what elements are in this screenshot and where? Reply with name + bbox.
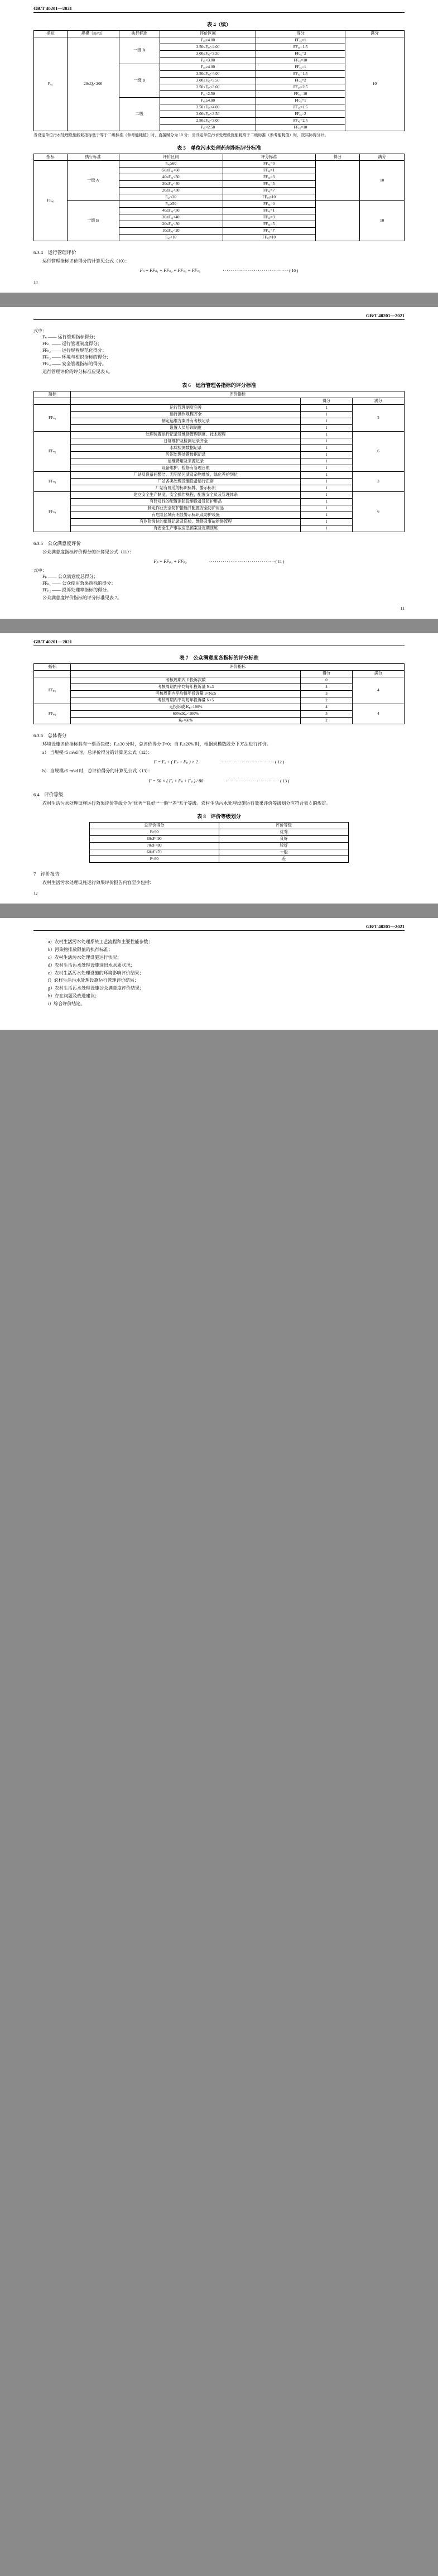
table-row [34,411,405,418]
table-6-lead: 运行管理评价的评分标准应见表 6。 [42,369,113,375]
section-6-3-4-lead: 运行管理指标评价得分的计算见公式（10）： [42,258,129,264]
interval-cell: Fₐ₆≥60 [119,160,223,167]
score-rule-cell: FFₐ₅=1.5 [256,104,345,111]
interval-cell: 3.00≤Fₐ₅<3.50 [160,51,256,58]
formula-12 [33,759,405,764]
indicator-cell: Fₐ₅ [34,37,68,131]
formula-11-dots: ·································· [209,558,276,564]
section-title: 公众满意度评价 [47,540,81,546]
page-4 [0,918,438,1030]
list-item: f）农村生活污水处理设施运行管理评价结果； [48,978,139,983]
score-rule-cell: FFₐ₅=10 [256,58,345,64]
score-rule-cell: FFₐ₅=1 [256,64,345,71]
table-row [34,684,405,691]
th-blank [34,671,71,677]
where-item: FFₙ₁ —— 运行管理制度得分； [42,341,102,347]
page-header: GB/T 40201—2021 [33,6,73,11]
where-item: Fₚ —— 公众满意度总得分； [42,573,98,579]
table-6-title: 表 6 运行管理各指标的评分标准 [182,382,256,388]
list-item: g）农村生活污水处理设施公众满意度评价结果； [48,986,144,991]
formula-10 [33,268,405,273]
score-cell: 1 [301,498,353,505]
criterion-cell: 运行操作规程齐全 [71,411,301,418]
th-4: 得分 [256,31,345,37]
table-5-title: 表 5 单位污水处理药剂指标评分标准 [177,145,261,151]
th-0: 指标 [34,664,71,671]
criterion-cell: 有危险区域有明显警示标识及防护设施 [71,512,301,518]
list-item: h）存在问题及改进建议； [48,993,99,998]
table-row [34,677,405,684]
section-number: 6.3.6 [33,733,43,739]
formula-10-number: ( 10 ) [289,268,299,274]
page-number-1: 10 [33,280,38,285]
score-rule-cell: FFₐ₅=1 [256,37,345,44]
table-row [34,398,405,404]
table-row [34,37,405,44]
interval-cell: 2.50≤Fₐ₅<3.00 [160,84,256,91]
score-rule-cell: FFₐ₅=2.5 [256,84,345,91]
level-cell: 一级 B [119,64,160,98]
score-rule-cell: FFₐ₅=2 [256,51,345,58]
where-title-2: 式中： [33,567,47,573]
interval-cell: 3.00≤Fₐ₅<3.50 [160,78,256,84]
criterion-cell: 污泥处理处置数据记录 [71,451,301,458]
score-cell: 1 [301,418,353,424]
table-row [34,711,405,718]
section-6-3-6-b [33,768,405,775]
interval-cell: 40≤Fₐ₆<50 [119,207,223,214]
score-cell: 1 [301,505,353,512]
table-row [89,822,349,829]
list-item: a）农村生活污水处理系统工艺流程和主要性能参数； [48,939,153,945]
section-6-3-5-lead: 公众满意度指标评价得分的计算见公式（11）： [42,549,134,555]
interval-cell: 20≤Fₐ₆<30 [119,221,223,227]
full-score-cell: 10 [345,37,404,131]
where-item: FFₙ₄ —— 安全管理指标的得分。 [42,361,107,367]
where-item: FFₚ₁ —— 公众使用效果指标的得分； [42,580,116,586]
th-1: 执行标准 [67,154,119,160]
section-7-p: 农村生活污水处理设施运行效果评价报告内容至少包括： [42,880,154,885]
section-7-heading [33,871,405,877]
criterion-cell: 有安全生产事故应急预案及定期演练 [71,525,301,532]
score-cell: 1 [301,512,353,518]
th-0: 指标 [34,154,68,160]
table-row [34,691,405,697]
page-number-3: 12 [33,891,38,896]
section-title: 运行管理评价 [47,249,76,255]
formula-11-expr: Fₚ = FFₚ₁ + FFₚ₂ [153,558,187,564]
table-row [34,664,405,671]
score-cell: 1 [301,451,353,458]
table-6 [33,391,405,532]
score-cell: 1 [301,445,353,451]
table-row [34,485,405,491]
interval-cell: Fₐ₅<2.50 [160,91,256,98]
interval-cell: Fₐ₅<3.00 [160,58,256,64]
table-row [34,391,405,398]
indicator-cell: FFₚ₁ [34,677,71,704]
criterion-cell: 厂站有规范的标识标牌、警示标识 [71,485,301,491]
formula-10-dots: ·································· [223,268,290,274]
interval-cell: Fₐ₆≥50 [119,200,223,207]
score-cell: 0 [301,677,353,684]
score-rule-cell: FFₐ₆=0 [223,200,315,207]
score-rule-cell: FFₐ₅=1 [256,98,345,104]
criterion-cell: 水质检测数据记录 [71,445,301,451]
score-rule-cell: FFₐ₅=10 [256,125,345,131]
where-item: FFₙ₃ —— 环境与相识指标的得分； [42,355,111,360]
th-0: 指标 [34,31,68,37]
grade-cell: 良好 [219,835,349,842]
score-rule-cell: FFₐ₆=7 [223,227,315,234]
grade-cell: 较好 [219,842,349,849]
interval-cell: Fₐ₅≥4.00 [160,64,256,71]
indicator-cell: FFₙ₃ [34,471,71,491]
table-row [34,671,405,677]
formula-13-number: ( 13 ) [280,778,290,783]
table-4 [33,30,405,131]
score-cell: 1 [301,431,353,438]
header-rule [33,930,405,931]
score-rule-cell: FFₐ₆=5 [223,221,315,227]
scale-cell: 20≤Qₐ<200 [67,37,119,131]
th-2: 评价区间 [119,154,223,160]
item-a-label: a） [42,749,49,755]
score-rule-cell: FFₐ₆=3 [223,174,315,180]
score-rule-cell: FFₐ₅=10 [256,91,345,98]
table-row [89,829,349,835]
section-number: 6.3.4 [33,249,43,255]
table-row [34,160,405,167]
report-items-list [33,939,405,1007]
th-2: 得分 [301,398,353,404]
score-cell: 2 [301,697,353,704]
section-6-4-heading [33,791,405,798]
score-range-cell: F≥90 [89,829,219,835]
formula-12-number: ( 12 ) [275,759,285,765]
section-6-3-6-heading [33,732,405,739]
interval-cell: Fₐ₅<2.50 [160,125,256,131]
th-group: 评价指标 [71,664,405,671]
table-row [34,465,405,471]
score-cell: 1 [301,478,353,485]
grade-cell: 差 [219,856,349,862]
where-title: 式中： [33,328,47,334]
criterion-cell: 有危险岗位的值班记录及巡检、维修及事故抢修流程 [71,518,301,525]
score-cell [315,200,360,241]
interval-cell: Fₐ₅≥4.00 [160,98,256,104]
section-6-3-4-heading [33,249,405,256]
table-row [34,438,405,445]
score-range-cell: 70≤F<80 [89,842,219,849]
formula-13-expr: F = 50 × ( Fₐ + Fₙ + Fₚ ) / 80 [148,778,204,783]
criterion-cell: 设置人员培训制度 [71,424,301,431]
full-score-cell: 5 [353,404,405,431]
criterion-cell: 厂站各类处理设施设备运行正常 [71,478,301,485]
criterion-cell: 制定运维方案并有考核记录 [71,418,301,424]
score-rule-cell: FFₐ₆=10 [223,234,315,241]
formula-10-expr: Fₙ = FFₙ₁ + FFₙ₂ + FFₙ₃ + FFₙ₄ [139,268,201,274]
header-rule [33,319,405,320]
criterion-cell: 考核周期内平均每年投诉量 N>5 [71,697,301,704]
section-number: 6.3.5 [33,540,43,546]
score-rule-cell: FFₐ₅=2 [256,111,345,118]
table-row [34,704,405,711]
table-row [34,505,405,512]
interval-cell: 20≤Fₐ₆<30 [119,187,223,194]
score-cell: 1 [301,458,353,465]
page-number-2: 11 [400,606,405,611]
table-8-title: 表 8 评价等级划分 [197,813,241,819]
section-6-3-6-p1: 环境设施评价指标具有一票否决权；Fₐ≥30 分时，总评价得分 F=0；当 Fₐ≥20% 时，根据规模数段分下方法进行评价。 [42,742,271,747]
table-5 [33,154,405,241]
th-5: 满分 [360,154,405,160]
section-title: 总体得分 [47,733,67,739]
score-rule-cell: FFₐ₆=0 [223,160,315,167]
table-row [34,445,405,451]
interval-cell: 3.00≤Fₐ₅<3.50 [160,111,256,118]
grade-cell: 优秀 [219,829,349,835]
table-row [34,525,405,532]
criterion-cell: Kₚ<60% [71,718,301,724]
table-row [34,31,405,37]
table-row [89,849,349,856]
score-rule-cell: FFₐ₆=7 [223,187,315,194]
where-list-2 [33,573,405,594]
table-7-title: 表 7 公众满意度各指标的评分标准 [179,655,259,661]
header-rule [33,12,405,13]
level-cell: 一级 B [67,200,119,241]
score-cell: 1 [301,411,353,418]
score-rule-cell: FFₐ₆=1 [223,167,315,174]
th-2: 执行标准 [119,31,160,37]
page-2 [0,307,438,619]
table-7 [33,663,405,724]
table-row [34,518,405,525]
th-item [71,671,301,677]
list-item: c）农村生活污水处理设施运行状况； [48,954,122,960]
criterion-cell: 日常维护及检测记录齐全 [71,438,301,445]
full-score-cell: 4 [353,677,405,704]
criterion-cell: 考核周期内平均每年投诉量 N≤3 [71,684,301,691]
th-3: 评分标准 [223,154,315,160]
th-item [71,398,301,404]
score-cell: 1 [301,485,353,491]
table-row [89,856,349,862]
table-4-title: 表 4（续） [207,22,231,27]
score-rule-cell: FFₐ₆=10 [223,194,315,200]
score-cell [315,160,360,200]
criterion-cell: 运维费用及来源记录 [71,458,301,465]
formula-12-dots: ···························· [220,759,276,765]
section-number: 6.4 [33,791,40,797]
table-row [34,491,405,498]
score-cell: 1 [301,491,353,498]
criterion-cell: 60%≤Kₚ<100% [71,711,301,718]
th-blank [34,398,71,404]
interval-cell: 30≤Fₐ₆<40 [119,180,223,187]
table-row [34,458,405,465]
where-item: Fₙ —— 运行管理指标得分； [42,334,98,340]
full-score-cell: 4 [353,704,405,724]
interval-cell: Fₐ₅≥4.00 [160,37,256,44]
list-item: e）农村生活污水处理设施的环境影响评价结果； [48,970,144,976]
table-row [34,478,405,485]
th-group: 评价指标 [71,391,405,398]
score-range-cell: 80≤F<90 [89,835,219,842]
criterion-cell: 有针对性的配置消防设施设备及防护用品 [71,498,301,505]
score-rule-cell: FFₐ₅=2.5 [256,118,345,125]
table-row [34,154,405,160]
criterion-cell: 运行管理制度完善 [71,404,301,411]
score-range-cell: 60≤F<70 [89,849,219,856]
score-cell: 1 [301,465,353,471]
where-item: FFₙ₂ —— 运行规程规范化得分； [42,348,107,353]
where-list [33,334,405,367]
indicator-cell: FFₚ₂ [34,704,71,724]
full-score-cell: 6 [353,491,405,532]
score-cell: 1 [301,471,353,478]
formula-11-number: ( 11 ) [275,558,285,564]
item-a-text: 当规模<5 m³/d 时，总评价得分的计算见公式（12）： [50,749,152,755]
indicator-cell: FFₙ₁ [34,404,71,431]
th-5: 满分 [345,31,404,37]
full-score-cell: 3 [353,471,405,491]
full-score-cell: 10 [360,200,405,241]
table-row [34,404,405,411]
th-3: 满分 [353,671,405,677]
table-row [34,418,405,424]
th-1: 评价等级 [219,822,349,829]
table-row [34,200,405,207]
table-row [34,431,405,438]
page-header: GB/T 40201—2021 [33,639,73,645]
score-rule-cell: FFₐ₅=1.5 [256,71,345,78]
interval-cell: 3.50≤Fₐ₅<4.00 [160,44,256,51]
score-rule-cell: FFₐ₆=3 [223,214,315,221]
score-cell: 1 [301,518,353,525]
level-cell: 一级 A [119,37,160,64]
th-0: 总评价得分 [89,822,219,829]
interval-cell: 10≤Fₐ₆<20 [119,227,223,234]
th-1: 规模（m³/d） [67,31,119,37]
page-header: GB/T 40201—2021 [365,313,405,319]
item-b-label: b） [42,768,49,774]
page-header: GB/T 40201—2021 [365,924,405,930]
table-row [34,424,405,431]
section-6-4-p: 农村生活污水处理设施运行效果评价等级分为“优秀”“良好”“一般”“差”五个等级。农村生活污水处理设施运行效果评价等级划分应符合表 8 的规定。 [42,800,331,806]
grade-cell: 一般 [219,849,349,856]
indicator-cell: FFₐ₆ [34,160,68,241]
interval-cell: Fₐ₆<10 [119,234,223,241]
interval-cell: Fₐ₆<20 [119,194,223,200]
formula-11 [33,559,405,564]
table-8 [89,822,349,863]
th-3: 满分 [353,398,405,404]
full-score-cell: 10 [360,160,405,200]
criterion-cell: 无投诉或 Kₚ=100% [71,704,301,711]
interval-cell: 50≤Fₐ₆<60 [119,167,223,174]
table-row [34,451,405,458]
score-cell: 3 [301,691,353,697]
score-range-cell: F<60 [89,856,219,862]
formula-12-expr: F = Fₐ + ( Fₙ + Fₚ ) × 2 [153,759,199,765]
full-score-cell: 6 [353,431,405,471]
item-b-text: 当规模≥5 m³/d 时，总评价得分的计算见公式（13）： [50,768,153,774]
criterion-cell: 制定作业安全防护措施并配置安全防护用品 [71,505,301,512]
page-3 [0,633,438,904]
score-cell: 1 [301,404,353,411]
table-row [34,718,405,724]
section-title: 评价等级 [44,791,64,797]
interval-cell: 2.50≤Fₐ₅<3.00 [160,118,256,125]
page-1 [0,0,438,293]
formula-13 [33,778,405,783]
table-row [89,835,349,842]
score-rule-cell: FFₐ₅=2 [256,78,345,84]
score-cell: 2 [301,718,353,724]
list-item: b）污染物排放限值的执行标准； [48,947,113,953]
interval-cell: 3.50≤Fₐ₅<4.00 [160,71,256,78]
score-cell: 1 [301,525,353,532]
th-2: 得分 [301,671,353,677]
criterion-cell: 厂站及设备间整洁、无明显污渍及杂物堆放、绿化养护到位 [71,471,301,478]
criterion-cell: 考核周期内 F 投诉次数 [71,677,301,684]
score-rule-cell: FFₐ₅=1.5 [256,44,345,51]
level-cell: 一级 A [67,160,119,200]
interval-cell: 40≤Fₐ₆<50 [119,174,223,180]
th-0: 指标 [34,391,71,398]
score-cell: 1 [301,438,353,445]
section-number: 7 [33,871,36,877]
indicator-cell: FFₙ₄ [34,491,71,532]
score-cell: 3 [301,711,353,718]
section-6-3-6-a [33,749,405,756]
criterion-cell: 考核周期内平均每年投诉量 3<N≤5 [71,691,301,697]
list-item: d）农村生活污水处理设施进出水水质状况； [48,962,135,968]
section-title: 评价报告 [40,871,60,877]
list-item: i）综合评价结论。 [48,1001,85,1006]
score-cell: 4 [301,684,353,691]
table-row [34,697,405,704]
score-rule-cell: FFₐ₆=5 [223,180,315,187]
where-item: FFₚ₂ —— 投诉处理率指标的得分。 [42,587,112,592]
table-4-note: 当设定单位污水处理设施能耗指标低于等于二级标准（参考能耗值）时，直接赋分为 10 分；当设定单位污水处理设施能耗高于二级标准（参考能耗值）时，按实际得分计。 [33,133,329,137]
score-cell: 4 [301,704,353,711]
th-4: 得分 [315,154,360,160]
score-rule-cell: FFₐ₆=1 [223,207,315,214]
criterion-cell: 建立安全生产制度、安全操作规程，配置安全员及管理体系 [71,491,301,498]
score-cell: 1 [301,424,353,431]
table-row [34,512,405,518]
level-cell: 二级 [119,98,160,131]
formula-13-dots: ···························· [225,778,281,783]
table-row [89,842,349,849]
section-6-3-5-tail: 公众满意度评价指标的评分标准见表 7。 [42,595,122,600]
interval-cell: 3.50≤Fₐ₅<4.00 [160,104,256,111]
indicator-cell: FFₙ₂ [34,431,71,471]
interval-cell: 30≤Fₐ₆<40 [119,214,223,221]
section-6-3-5-heading [33,540,405,547]
criterion-cell: 设备维护、检修有管理台账 [71,465,301,471]
criterion-cell: 处理装置运行记录及维修管理制度、技术规程 [71,431,301,438]
table-row [34,471,405,478]
table-row [34,498,405,505]
th-3: 评价区间 [160,31,256,37]
